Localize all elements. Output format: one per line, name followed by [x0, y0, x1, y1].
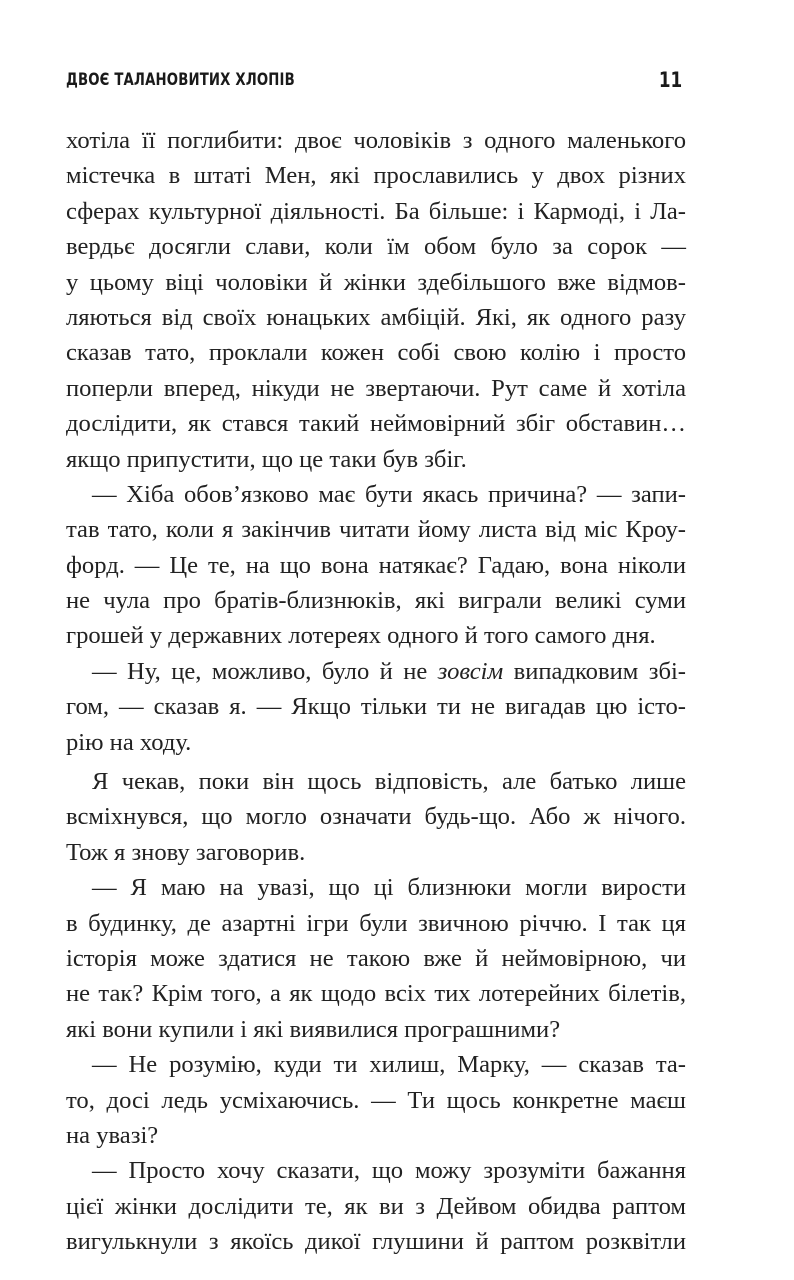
text-line: в будинку, де азартні ігри були звичною річчю. І так ця — [66, 909, 686, 937]
text-line: Тож я знову заговорив. — [66, 838, 306, 866]
text-fragment: випадковим збі- — [503, 657, 686, 685]
text-fragment: — Ну, це, можливо, було й не — [92, 657, 438, 685]
body-text — [66, 123, 686, 1260]
text-line: — Просто хочу сказати, що можу зрозуміти бажання — [92, 1157, 686, 1185]
text-line — [66, 654, 686, 689]
italic-emphasis: зовсім — [437, 657, 504, 685]
text-line: грошей у державних лотереях одного й того самого дня. — [66, 622, 656, 650]
text-line: гом, — сказав я. — Якщо тільки ти не вигадав цю істо- — [66, 693, 686, 721]
text-line: рію на ходу. — [66, 728, 192, 756]
running-header — [66, 70, 684, 100]
text-line: поперли вперед, нікуди не звертаючи. Рут саме й хотіла — [66, 374, 686, 402]
text-line: цієї жінки дослідити те, як ви з Дейвом обидва раптом — [66, 1192, 686, 1220]
text-line: — Хіба обов’язково має бути якась причина? — запи- — [92, 480, 686, 508]
text-line: сказав тато, проклали кожен собі свою колію і просто — [66, 339, 686, 367]
text-line: містечка в штаті Мен, які прославились у двох різних — [66, 162, 686, 190]
text-line: — Я маю на увазі, що ці близнюки могли вирости — [92, 874, 686, 902]
text-line: всміхнувся, що могло означати будь-що. Або ж нічого. — [66, 803, 686, 831]
text-line: тав тато, коли я закінчив читати йому листа від міс Кроу- — [66, 516, 686, 544]
page-number: 11 — [658, 68, 682, 92]
text-line: Я чекав, поки він щось відповість, але батько лише — [92, 768, 686, 796]
text-line: історія може здатися не такою вже й неймовірною, чи — [66, 944, 686, 972]
text-line: на увазі? — [66, 1121, 159, 1149]
text-line: — Не розумію, куди ти хилиш, Марку, — сказав та- — [92, 1051, 686, 1079]
text-line: ляються від своїх юнацьких амбіцій. Які, як одного разу — [66, 303, 686, 331]
text-line: то, досі ледь усміхаючись. — Ти щось конкретне маєш — [66, 1086, 686, 1114]
text-line: вигулькнули з якоїсь дикої глушини й раптом розквітли — [66, 1228, 686, 1256]
text-line: які вони купили і які виявилися програшними? — [66, 1015, 561, 1043]
text-line: не так? Крім того, а як щодо всіх тих лотерейних білетів, — [66, 980, 686, 1008]
text-line: не чула про братів-близнюків, які виграли великі суми — [66, 587, 686, 615]
text-line: сферах культурної діяльності. Ба більше: і Кармоді, і Ла- — [66, 197, 686, 225]
text-line: хотіла її поглибити: двоє чоловіків з одного маленького — [66, 127, 686, 154]
text-line: якщо припустити, що це таки був збіг. — [66, 445, 467, 473]
text-line: у цьому віці чоловіки й жінки здебільшого вже відмов- — [66, 268, 686, 296]
text-line: вердьє досягли слави, коли їм обом було за сорок — — [66, 233, 686, 261]
text-line: форд. — Це те, на що вона натякає? Гадаю, вона ніколи — [66, 551, 686, 579]
running-title: ДВОЄ ТАЛАНОВИТИХ ХЛОПІВ — [66, 70, 295, 90]
text-line: дослідити, як стався такий неймовірний збіг обставин… — [66, 410, 686, 438]
